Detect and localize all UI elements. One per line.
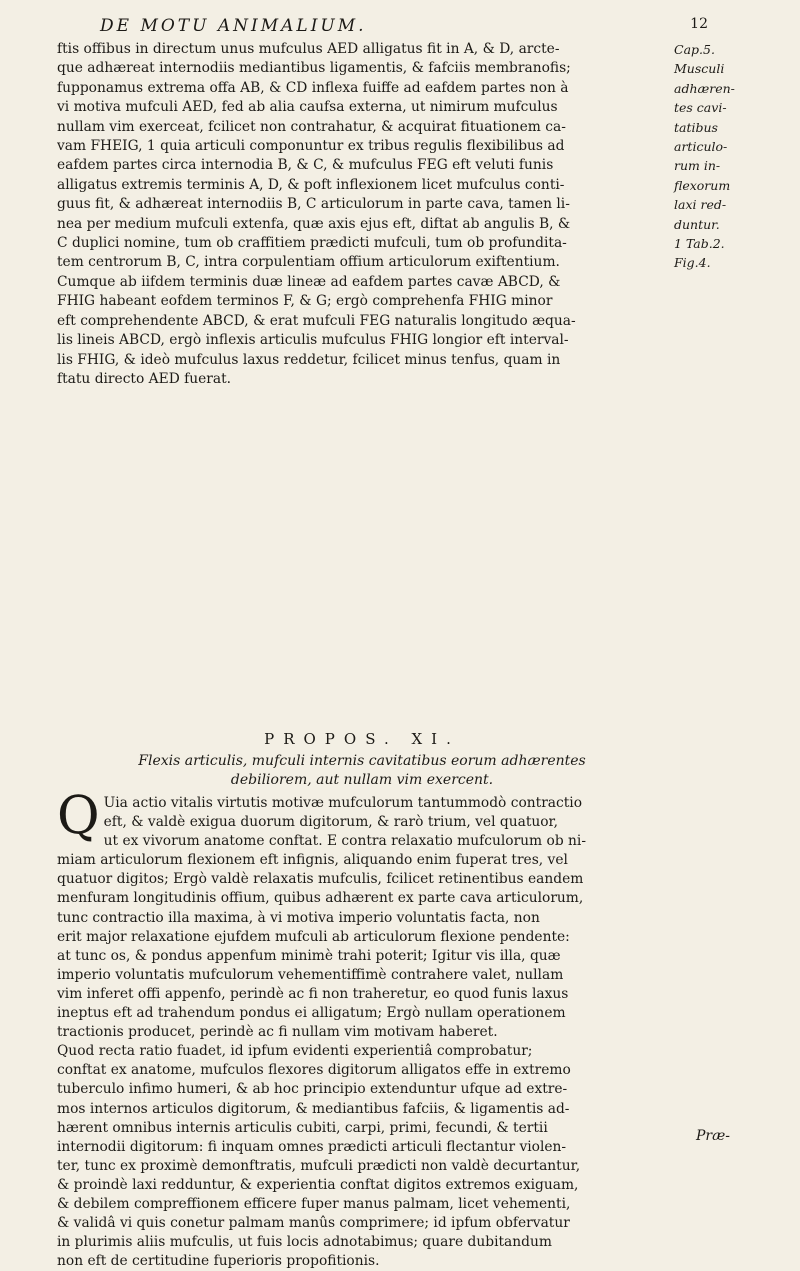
text-line: lis FHIG, & ideò mufculus laxus reddetur, fcilicet minus tenfus, quam in [57, 351, 561, 368]
text-line: C duplici nomine, tum ob craffitiem prædicti mufculi, tum ob profundita- [57, 235, 567, 252]
text-line: & debilem compreffionem efficere fuper manus palmam, licet vehementi, [57, 1195, 571, 1212]
text-line: non eft de certitudine fuperioris propofitionis. [57, 1253, 380, 1270]
margin-note: rum in- [674, 158, 721, 174]
text-line: ut ex vivorum anatome conftat. E contra relaxatio mufculorum ob ni- [103, 833, 586, 850]
text-line: miam articulorum flexionem eft infignis, aliquando enim fuperat tres, vel [57, 852, 568, 869]
text-line: alligatus extremis terminis A, D, & poft inflexionem licet mufculus conti- [57, 176, 565, 193]
text-line: eft, & valdè exigua duorum digitorum, & rarò trium, vel quatuor, [103, 814, 559, 831]
paragraph-two [57, 786, 727, 1271]
margin-note: 1 Tab.2. [674, 236, 725, 252]
page-number: 12 [690, 16, 708, 32]
paragraph-one [57, 40, 667, 389]
text-line: Uia actio vitalis virtutis motivæ mufculorum tantummodò contractio [103, 795, 583, 811]
text-line: at tunc os, & pondus appenfum minimè trahi poterit; Igitur vis illa, quæ [57, 947, 561, 964]
text-line: tractionis producet, perindè ac fi nullam vim motivam haberet. [57, 1024, 498, 1041]
text-line: vi motiva mufculi AED, fed ab alia caufsa externa, ut nimirum mufculus [57, 99, 558, 116]
text-line: conftat ex anatome, mufculos flexores digitorum alligatos effe in extremo [57, 1062, 571, 1079]
text-line: & validâ vi quis conetur palmam manûs comprimere; id ipfum obfervatur [57, 1215, 570, 1232]
text-line: FHIG habeant eofdem terminos F, & G; ergò comprehenfa FHIG minor [57, 293, 553, 310]
margin-note: duntur. [674, 216, 720, 232]
text-line: tuberculo infimo humeri, & ab hoc principio extenduntur ufque ad extre- [57, 1081, 568, 1098]
summary-line: Flexis articulis, mufculi internis cavitatibus eorum adhærentes [138, 753, 586, 769]
margin-note: laxi red- [674, 197, 727, 213]
margin-note: flexorum [674, 177, 731, 193]
text-line: Quod recta ratio fuadet, id ipfum evidenti experientiâ comprobatur; [57, 1043, 533, 1060]
text-line: ter, tunc ex proximè demonftratis, mufculi prædicti non valdè decurtantur, [57, 1157, 581, 1174]
text-line: nea per medium mufculi extenfa, quæ axis ejus eft, diftat ab angulis B, & [57, 215, 571, 232]
drop-cap: Q [57, 786, 100, 846]
text-line: tem centrorum B, C, intra corpulentiam offium articulorum exiftentium. [57, 254, 560, 271]
summary-line: debiliorem, aut nullam vim exercent. [230, 772, 494, 788]
text-line: ftatu directo AED fuerat. [57, 370, 232, 387]
proposition-summary [57, 752, 667, 790]
proposition-heading: PROPOS. XI. [264, 730, 460, 748]
text-line: tunc contractio illa maxima, à vi motiva imperio voluntatis facta, non [57, 909, 540, 926]
text-line: in plurimis aliis mufculis, ut fuis locis adnotabimus; quare dubitandum [57, 1234, 552, 1251]
text-line: eft comprehendente ABCD, & erat mufculi FEG naturalis longitudo æqua- [57, 312, 576, 329]
margin-note: articulo- [674, 139, 728, 155]
text-line: vam FHEIG, 1 quia articuli componuntur ex tribus regulis flexibilibus ad [57, 138, 565, 155]
text-line: quatuor digitos; Ergò valdè relaxatis mufculis, fcilicet retinentibus eandem [57, 871, 584, 888]
margin-note: tatibus [674, 119, 718, 135]
text-line: guus fit, & adhæreat internodiis B, C articulorum in parte cava, tamen li- [57, 196, 570, 213]
margin-note: Fig.4. [674, 255, 711, 271]
text-line: ineptus eft ad trahendum pondus ei alligatum; Ergò nullam operationem [57, 1005, 566, 1022]
margin-note: tes cavi- [674, 100, 727, 116]
text-line: erit major relaxatione ejufdem mufculi ab articulorum flexione pendente: [57, 928, 570, 945]
text-line: fupponamus extrema offa AB, & CD inflexa fuiffe ad eafdem partes non à [57, 79, 569, 96]
text-line: & proindè laxi redduntur, & experientia conftat digitos extremos exiguam, [57, 1176, 579, 1193]
text-line: Cumque ab iifdem terminis duæ lineæ ad eafdem partes cavæ ABCD, & [57, 273, 561, 290]
text-line: ftis offibus in directum unus mufculus AED alligatus fit in A, & D, arcte- [57, 41, 560, 57]
text-line: imperio voluntatis mufculorum vehementiffimè contrahere valet, nullam [57, 966, 564, 983]
text-line: eafdem partes circa internodia B, & C, & mufculus FEG eft veluti funis [57, 157, 554, 174]
running-header [100, 12, 708, 40]
margin-note: Cap.5. [674, 42, 715, 57]
text-line: vim inferet offi appenfo, perindè ac fi non traheretur, eo quod funis laxus [57, 985, 569, 1002]
running-title: DE MOTU ANIMALIUM. [100, 16, 367, 36]
catchword: Præ- [695, 1128, 730, 1144]
text-line: menfuram longitudinis offium, quibus adhærent ex parte cava articulorum, [57, 890, 584, 907]
margin-notes [674, 40, 800, 273]
margin-note: Musculi [674, 61, 725, 77]
margin-note: adhæren- [674, 80, 735, 96]
text-line: lis lineis ABCD, ergò inflexis articulis mufculus FHIG longior eft interval- [57, 332, 569, 349]
text-line: internodii digitorum: fi inquam omnes prædicti articuli flectantur violen- [57, 1138, 567, 1155]
text-line: mos internos articulos digitorum, & mediantibus fafciis, & ligamentis ad- [57, 1100, 570, 1117]
text-line: que adhæreat internodiis mediantibus ligamentis, & fafciis membranofis; [57, 60, 571, 77]
text-line: hærent omnibus internis articulis cubiti, carpi, primi, fecundi, & tertii [57, 1119, 548, 1136]
text-line: nullam vim exerceat, fcilicet non contrahatur, & acquirat fituationem ca- [57, 118, 566, 135]
